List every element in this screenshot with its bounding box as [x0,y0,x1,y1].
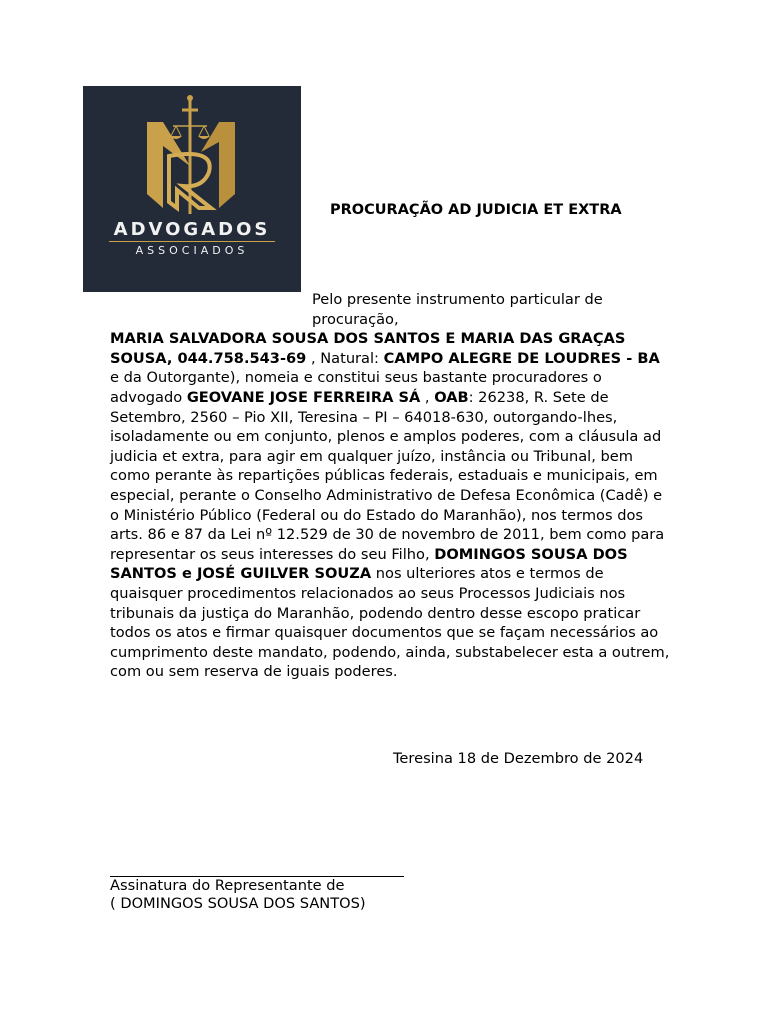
birthplace: CAMPO ALEGRE DE LOUDRES - BA [383,349,660,367]
document-body [110,290,670,682]
signature-label: Assinatura do Representante de [110,877,345,894]
scales-of-justice-sword-monogram-icon [83,86,301,216]
intro-text: Pelo presente instrumento particular de procuração, [312,291,603,328]
appoint-text: e da Outorgante), nomeia e constitui seus bastante procuradores o advogado [110,369,602,406]
firm-logo [83,86,301,292]
signature-block [110,877,366,913]
grantors-names: MARIA SALVADORA SOUSA DOS SANTOS E MARIA DAS GRAÇAS SOUSA, 044.758.543-69 [110,330,626,367]
natural-label: , Natural: [310,349,379,367]
logo-wordmark: ADVOGADOS [113,219,271,240]
document-title: PROCURAÇÃO AD JUDICIA ET EXTRA [330,202,622,218]
powers-text: : 26238, R. Sete de Setembro, 2560 – Pio XII, Teresina – PI – 64018-630, outorgando-lhes, isoladamente ou em conjunto, plenos e amplos poderes, com a cláusula ad judicia et extra, para agir em qualquer juízo, instância ou Tribunal, bem como perante às repartições públicas federais, estaduais e municipais, em especial, perante o Conselho Administrativo de Defesa Econômica (Cadê) e o Ministério Público (Federal ou do Estado do Maranhão), nos termos dos arts. 86 e 87 da Lei nº 12.529 de 30 de novembro de 2011, bem como para representar os seus interesses do seu Filho, [110,388,665,563]
logo-subtitle: ASSOCIADOS [135,244,249,257]
sons-names: DOMINGOS SOUSA DOS SANTOS e JOSÉ GUILVER SOUZA [110,545,628,583]
attorney-name: GEOVANE JOSE FERREIRA SÁ [186,388,421,406]
comma: , [424,388,430,406]
document-date: Teresina 18 de Dezembro de 2024 [393,750,644,767]
signature-name: ( DOMINGOS SOUSA DOS SANTOS) [110,895,366,912]
closing-text: nos ulteriores atos e termos de quaisquer procedimentos relacionados ao seus Processos Judiciais nos tribunais da justiça do Maranhão, podendo dentro desse escopo praticar todos os atos e firmar quaisquer documentos que se façam necessários ao cumprimento deste mandato, podendo, ainda, substabelecer esta a outrem, com ou sem reserva de iguais poderes. [110,565,670,681]
logo-divider [109,241,275,242]
oab-label: OAB [434,388,469,406]
